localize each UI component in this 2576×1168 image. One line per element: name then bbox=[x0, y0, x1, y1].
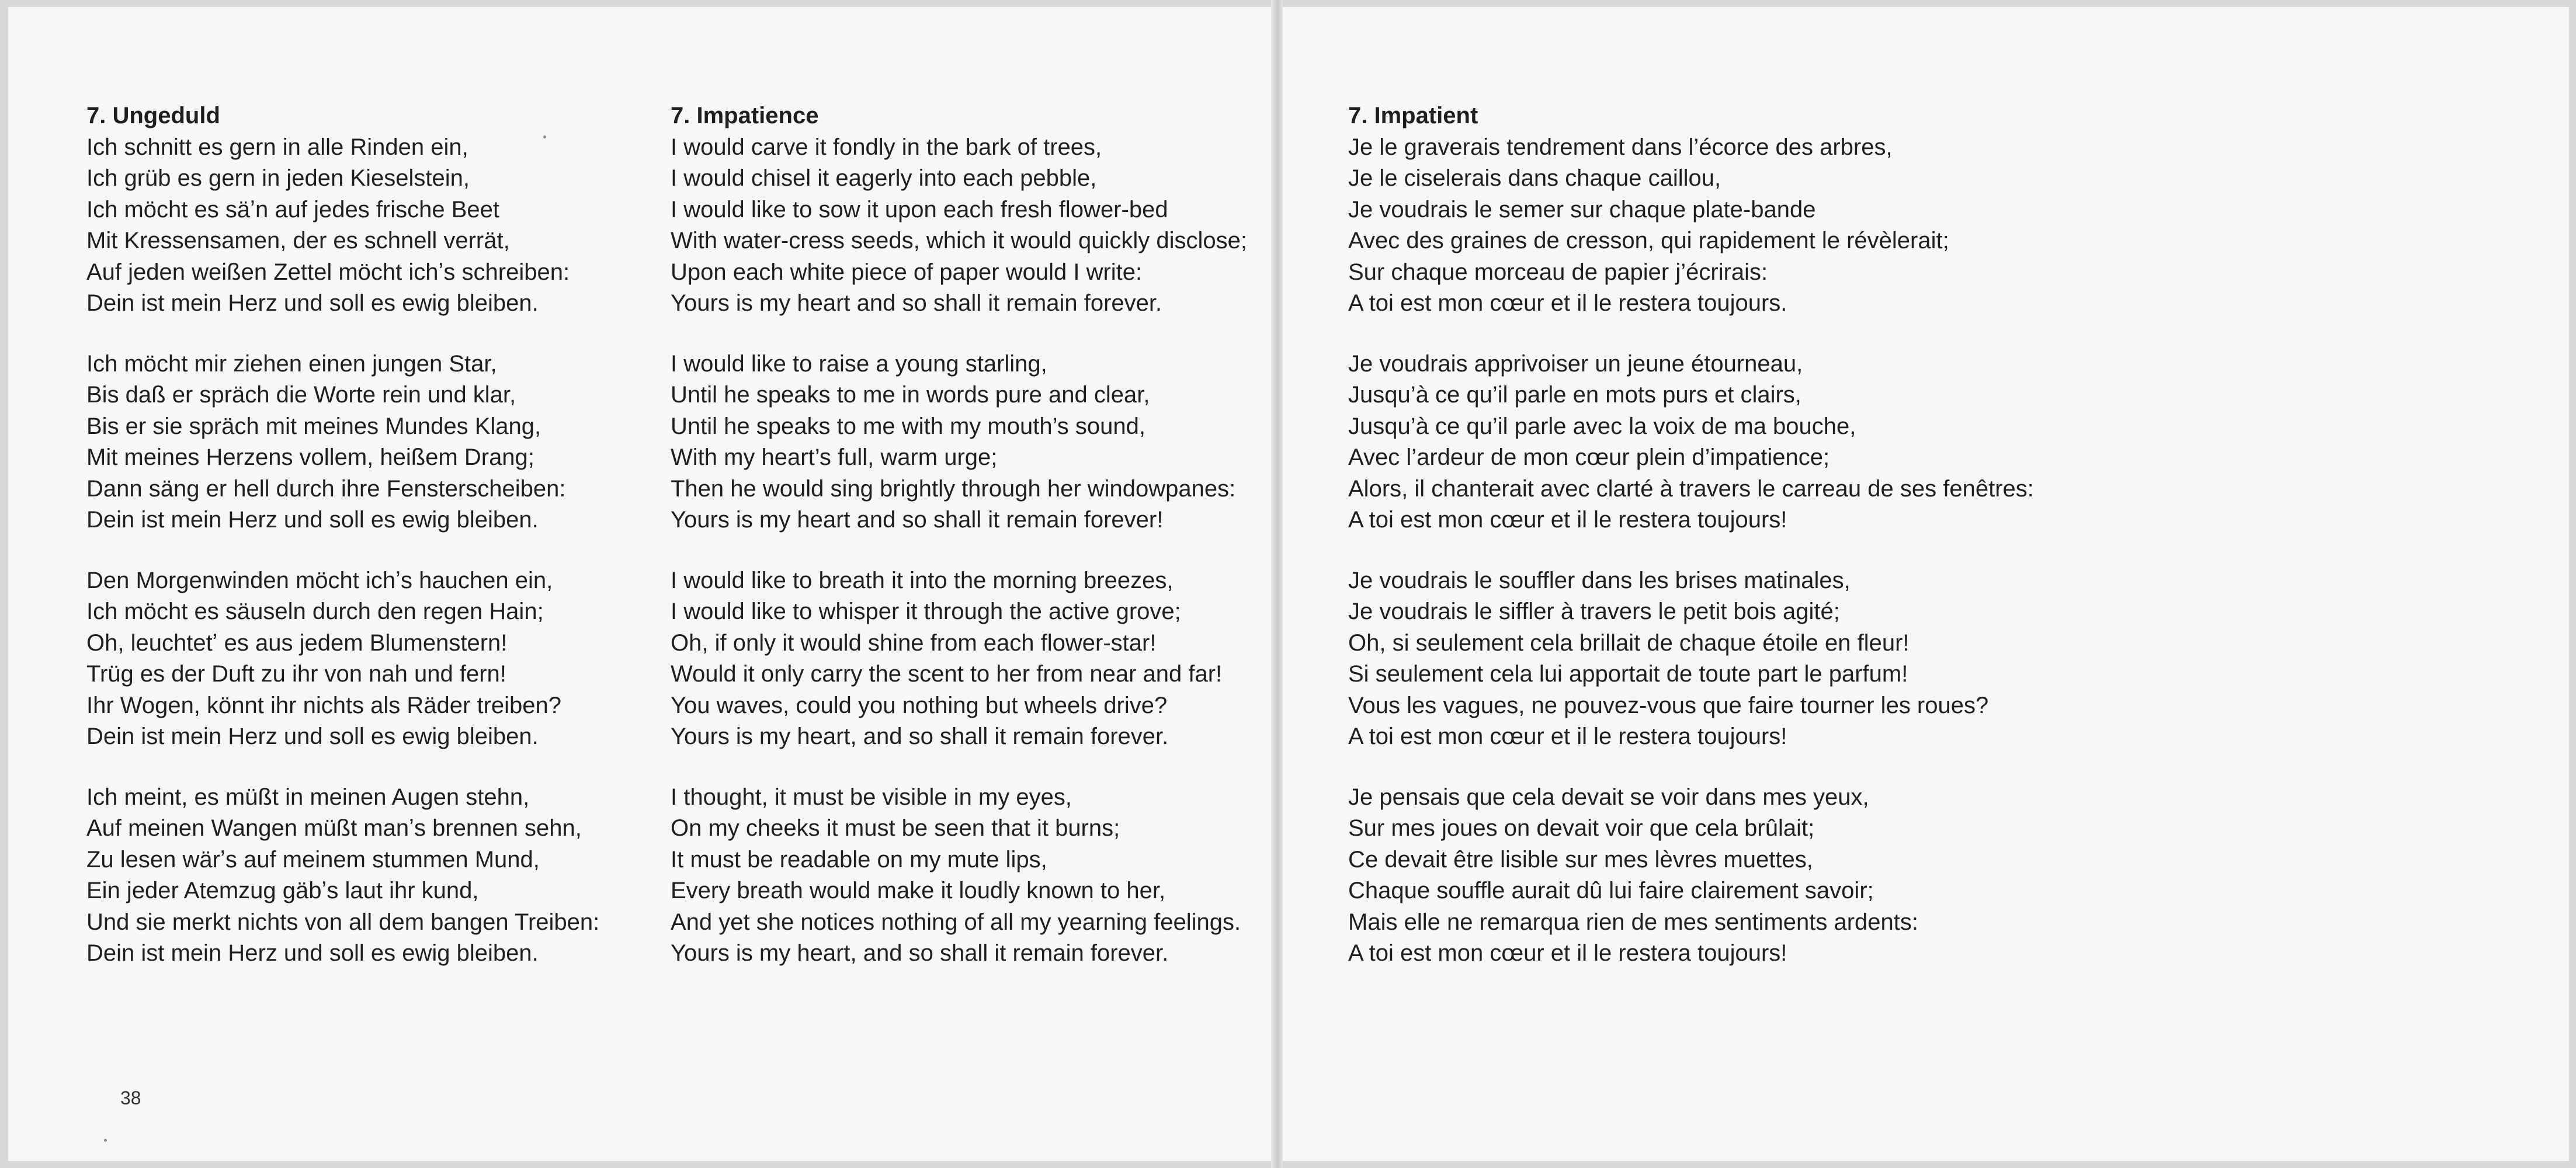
verse-line: Yours is my heart, and so shall it remain forever. bbox=[671, 724, 1169, 749]
stanza bbox=[1348, 782, 2034, 969]
verse-line: Bis er sie spräch mit meines Mundes Klang, bbox=[86, 413, 541, 439]
verse-line: Mit Kressensamen, der es schnell verrät, bbox=[86, 228, 510, 253]
verse-line: Yours is my heart, and so shall it remain forever. bbox=[671, 940, 1169, 966]
verse-line: Ich möcht es säʼn auf jedes frische Beet bbox=[86, 196, 500, 223]
stanza bbox=[86, 349, 599, 536]
verse-line: Oh, leuchtetʼ es aus jedem Blumenstern! bbox=[86, 630, 508, 656]
verse-line: Dein ist mein Herz und soll es ewig bleiben. bbox=[86, 290, 539, 316]
verse-line: Yours is my heart and so shall it remain forever! bbox=[671, 507, 1164, 533]
stanza bbox=[86, 782, 599, 969]
verse-line: It must be readable on my mute lips, bbox=[671, 846, 1047, 872]
verse-line: Sur mes joues on devait voir que cela brûlait; bbox=[1348, 815, 1815, 841]
verse-line: Sur chaque morceau de papier j’écrirais: bbox=[1348, 259, 1768, 285]
verse-line: Je voudrais apprivoiser un jeune étourneau, bbox=[1348, 350, 1803, 377]
verse-line: A toi est mon cœur et il le restera toujours! bbox=[1348, 507, 1787, 533]
stanza bbox=[1348, 349, 2034, 536]
verse-line: Je le graverais tendrement dans l’écorce des arbres, bbox=[1348, 134, 1893, 160]
verse-line: A toi est mon cœur et il le restera toujours. bbox=[1348, 290, 1787, 316]
verse-line: Avec l’ardeur de mon cœur plein d’impatience; bbox=[1348, 444, 1830, 470]
verse-line: With my heart’s full, warm urge; bbox=[671, 444, 998, 470]
verse-line: Dein ist mein Herz und soll es ewig bleiben. bbox=[86, 940, 539, 966]
verse-line: Je le ciselerais dans chaque caillou, bbox=[1348, 165, 1721, 191]
stanza bbox=[671, 565, 1247, 753]
verse-line: Yours is my heart and so shall it remain forever. bbox=[671, 290, 1162, 316]
verse-line: Je voudrais le semer sur chaque plate-bande bbox=[1348, 196, 1816, 223]
verse-line: And yet she notices nothing of all my yearning feelings. bbox=[671, 909, 1241, 935]
stanza bbox=[671, 782, 1247, 969]
verse-line: You waves, could you nothing but wheels drive? bbox=[671, 692, 1168, 718]
verse-line: Je voudrais le souffler dans les brises matinales, bbox=[1348, 567, 1851, 593]
song-title: 7. Impatience bbox=[671, 103, 819, 128]
verse-line: Jusqu’à ce qu’il parle en mots purs et clairs, bbox=[1348, 382, 1801, 408]
verse-line: Mais elle ne remarqua rien de mes sentiments ardents: bbox=[1348, 909, 1919, 935]
stanza bbox=[1348, 565, 2034, 753]
verse-line: Ich möcht mir ziehen einen jungen Star, bbox=[86, 350, 497, 377]
verse-line: Until he speaks to me in words pure and clear, bbox=[671, 382, 1150, 408]
verse-line: On my cheeks it must be seen that it burns; bbox=[671, 815, 1120, 841]
stanza bbox=[671, 349, 1247, 536]
verse-line: Jusqu’à ce qu’il parle avec la voix de ma bouche, bbox=[1348, 413, 1856, 439]
verse-line: A toi est mon cœur et il le restera toujours! bbox=[1348, 940, 1787, 966]
verse-line: Auf meinen Wangen müßt manʼs brennen sehn, bbox=[86, 815, 582, 841]
verse-line: Si seulement cela lui apportait de toute part le parfum! bbox=[1348, 661, 1908, 687]
french-lyrics bbox=[1348, 100, 2034, 969]
stanza bbox=[671, 132, 1247, 319]
song-title: 7. Impatient bbox=[1348, 103, 1478, 128]
verse-line: I would like to raise a young starling, bbox=[671, 350, 1047, 377]
verse-line: Dein ist mein Herz und soll es ewig bleiben. bbox=[86, 724, 539, 749]
booklet-gutter bbox=[1271, 0, 1283, 1168]
verse-line: Upon each white piece of paper would I write: bbox=[671, 259, 1143, 285]
song-title: 7. Ungeduld bbox=[86, 103, 220, 128]
verse-line: Bis daß er spräch die Worte rein und klar, bbox=[86, 382, 516, 408]
verse-line: Oh, si seulement cela brillait de chaque étoile en fleur! bbox=[1348, 630, 1910, 656]
verse-line: Ein jeder Atemzug gäbʼs laut ihr kund, bbox=[86, 878, 479, 903]
verse-line: I would chisel it eagerly into each pebble, bbox=[671, 165, 1097, 191]
verse-line: Then he would sing brightly through her windowpanes: bbox=[671, 475, 1236, 502]
verse-line: Would it only carry the scent to her from near and far! bbox=[671, 661, 1223, 687]
verse-line: Mit meines Herzens vollem, heißem Drang; bbox=[86, 444, 534, 470]
verse-line: Every breath would make it loudly known to her, bbox=[671, 878, 1166, 903]
verse-line: Avec des graines de cresson, qui rapidement le révèlerait; bbox=[1348, 228, 1949, 253]
verse-line: Chaque souffle aurait dû lui faire clairement savoir; bbox=[1348, 878, 1874, 903]
verse-line: Ich möcht es säuseln durch den regen Hain; bbox=[86, 599, 544, 624]
verse-line: Zu lesen wärʼs auf meinem stummen Mund, bbox=[86, 846, 540, 872]
verse-line: I would like to sow it upon each fresh flower-bed bbox=[671, 196, 1168, 223]
verse-line: I would like to whisper it through the active grove; bbox=[671, 599, 1181, 624]
stanza bbox=[86, 565, 599, 753]
verse-line: Ce devait être lisible sur mes lèvres muettes, bbox=[1348, 846, 1813, 872]
english-lyrics bbox=[671, 100, 1247, 969]
verse-line: Dein ist mein Herz und soll es ewig bleiben. bbox=[86, 507, 539, 533]
verse-line: I would carve it fondly in the bark of trees, bbox=[671, 134, 1102, 160]
page-number-left: 38 bbox=[120, 1087, 141, 1108]
verse-line: Den Morgenwinden möcht ichʼs hauchen ein, bbox=[86, 567, 553, 593]
verse-line: Ich schnitt es gern in alle Rinden ein, bbox=[86, 134, 468, 160]
speck-mark bbox=[104, 1139, 107, 1142]
verse-line: Oh, if only it would shine from each flower-star! bbox=[671, 630, 1157, 656]
verse-line: A toi est mon cœur et il le restera toujours! bbox=[1348, 724, 1787, 749]
verse-line: Until he speaks to me with my mouth’s sound, bbox=[671, 413, 1145, 439]
verse-line: Alors, il chanterait avec clarté à travers le carreau de ses fenêtres: bbox=[1348, 475, 2034, 502]
verse-line: Und sie merkt nichts von all dem bangen Treiben: bbox=[86, 909, 600, 935]
verse-line: Ihr Wogen, könnt ihr nichts als Räder treiben? bbox=[86, 692, 562, 718]
verse-line: Je pensais que cela devait se voir dans mes yeux, bbox=[1348, 784, 1869, 810]
verse-line: Je voudrais le siffler à travers le petit bois agité; bbox=[1348, 599, 1840, 624]
verse-line: Ich grüb es gern in jeden Kieselstein, bbox=[86, 165, 470, 191]
verse-line: Auf jeden weißen Zettel möcht ichʼs schreiben: bbox=[86, 259, 570, 285]
verse-line: With water-cress seeds, which it would quickly disclose; bbox=[671, 228, 1248, 253]
stanza bbox=[1348, 132, 2034, 319]
verse-line: I thought, it must be visible in my eyes, bbox=[671, 784, 1072, 810]
verse-line: Ich meint, es müßt in meinen Augen stehn, bbox=[86, 784, 530, 810]
verse-line: I would like to breath it into the morning breezes, bbox=[671, 567, 1174, 593]
verse-line: Trüg es der Duft zu ihr von nah und fern! bbox=[86, 661, 506, 687]
verse-line: Dann säng er hell durch ihre Fensterscheiben: bbox=[86, 475, 566, 502]
verse-line: Vous les vagues, ne pouvez-vous que faire tourner les roues? bbox=[1348, 692, 1989, 718]
german-lyrics bbox=[86, 100, 599, 969]
stanza bbox=[86, 132, 599, 319]
